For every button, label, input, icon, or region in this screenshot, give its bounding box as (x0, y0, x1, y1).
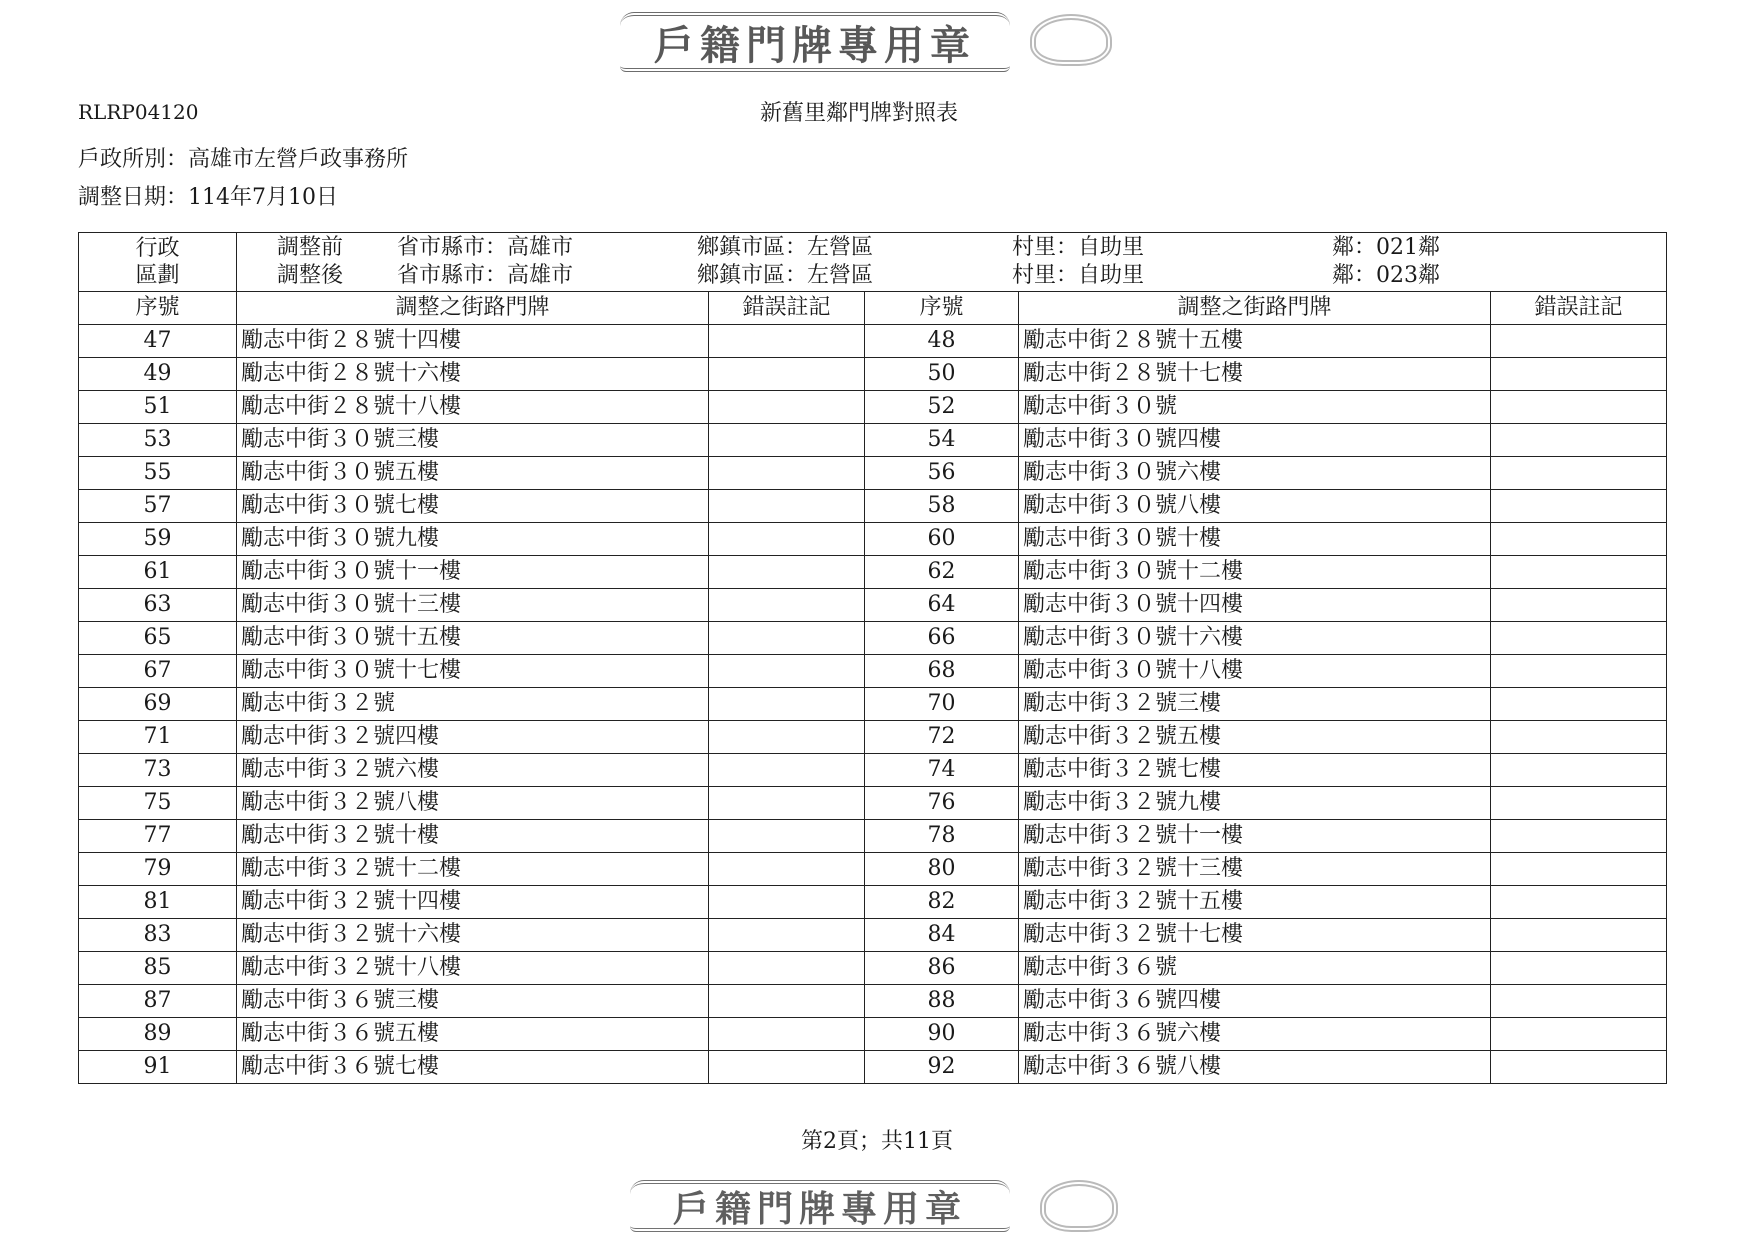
left-address-cell: 勵志中街３２號十六樓 (237, 919, 709, 952)
left-seq-cell: 63 (79, 589, 237, 622)
right-error-cell (1491, 952, 1667, 985)
table-row (79, 622, 1667, 655)
area-label-cell (79, 233, 237, 292)
table-row (79, 886, 1667, 919)
right-error-cell (1491, 820, 1667, 853)
right-error-cell (1491, 985, 1667, 1018)
right-error-cell (1491, 325, 1667, 358)
col-address-left: 調整之街路門牌 (237, 292, 709, 325)
right-seq-cell: 66 (865, 622, 1019, 655)
date-line: 調整日期：114年7月10日 (78, 185, 338, 210)
area-after-line (237, 262, 1666, 290)
right-seq-cell: 62 (865, 556, 1019, 589)
right-seq-cell: 90 (865, 1018, 1019, 1051)
left-address-cell: 勵志中街３０號三樓 (237, 424, 709, 457)
table-row (79, 721, 1667, 754)
left-address-cell: 勵志中街３０號七樓 (237, 490, 709, 523)
right-address-cell: 勵志中街２８號十五樓 (1019, 325, 1491, 358)
left-address-cell: 勵志中街３２號 (237, 688, 709, 721)
right-seq-cell: 50 (865, 358, 1019, 391)
table-row (79, 820, 1667, 853)
area-info-cell (237, 233, 1667, 292)
table-row (79, 391, 1667, 424)
left-error-cell (709, 688, 865, 721)
left-seq-cell: 57 (79, 490, 237, 523)
right-error-cell (1491, 1051, 1667, 1084)
right-address-cell: 勵志中街３２號十一樓 (1019, 820, 1491, 853)
right-error-cell (1491, 721, 1667, 754)
left-address-cell: 勵志中街３２號八樓 (237, 787, 709, 820)
right-address-cell: 勵志中街３０號六樓 (1019, 457, 1491, 490)
right-address-cell: 勵志中街３０號十二樓 (1019, 556, 1491, 589)
right-seq-cell: 52 (865, 391, 1019, 424)
right-address-cell: 勵志中街３０號四樓 (1019, 424, 1491, 457)
table-row (79, 457, 1667, 490)
left-seq-cell: 91 (79, 1051, 237, 1084)
table-row (79, 523, 1667, 556)
table-row (79, 589, 1667, 622)
left-seq-cell: 55 (79, 457, 237, 490)
right-seq-cell: 58 (865, 490, 1019, 523)
right-seq-cell: 70 (865, 688, 1019, 721)
left-address-cell: 勵志中街３０號十五樓 (237, 622, 709, 655)
right-error-cell (1491, 358, 1667, 391)
right-address-cell: 勵志中街３２號七樓 (1019, 754, 1491, 787)
table-row (79, 688, 1667, 721)
table-row (79, 358, 1667, 391)
right-address-cell: 勵志中街３０號八樓 (1019, 490, 1491, 523)
after-village: 村里：自助里 (1012, 263, 1145, 288)
left-address-cell: 勵志中街３０號十三樓 (237, 589, 709, 622)
left-error-cell (709, 424, 865, 457)
right-error-cell (1491, 1018, 1667, 1051)
right-seq-cell: 76 (865, 787, 1019, 820)
col-error-left: 錯誤註記 (709, 292, 865, 325)
table-row (79, 919, 1667, 952)
right-error-cell (1491, 919, 1667, 952)
right-address-cell: 勵志中街３０號 (1019, 391, 1491, 424)
right-seq-cell: 54 (865, 424, 1019, 457)
after-tag: 調整後 (277, 263, 344, 288)
left-error-cell (709, 523, 865, 556)
left-address-cell: 勵志中街３０號五樓 (237, 457, 709, 490)
right-seq-cell: 80 (865, 853, 1019, 886)
right-address-cell: 勵志中街３６號八樓 (1019, 1051, 1491, 1084)
top-stamp: 戶籍門牌專用章 (620, 12, 1010, 72)
left-seq-cell: 89 (79, 1018, 237, 1051)
left-address-cell: 勵志中街３２號十八樓 (237, 952, 709, 985)
left-error-cell (709, 886, 865, 919)
left-seq-cell: 83 (79, 919, 237, 952)
right-address-cell: 勵志中街２８號十七樓 (1019, 358, 1491, 391)
col-seq-left: 序號 (79, 292, 237, 325)
left-error-cell (709, 952, 865, 985)
right-seq-cell: 60 (865, 523, 1019, 556)
table-row (79, 754, 1667, 787)
before-neighborhood: 鄰：021鄰 (1332, 235, 1440, 260)
left-address-cell: 勵志中街３６號五樓 (237, 1018, 709, 1051)
left-error-cell (709, 655, 865, 688)
left-error-cell (709, 1051, 865, 1084)
before-district: 鄉鎮市區：左營區 (697, 235, 874, 260)
left-seq-cell: 61 (79, 556, 237, 589)
bottom-seal-icon (1040, 1180, 1118, 1232)
left-error-cell (709, 622, 865, 655)
left-seq-cell: 51 (79, 391, 237, 424)
office-line: 戶政所別：高雄市左營戶政事務所 (78, 147, 409, 172)
right-seq-cell: 84 (865, 919, 1019, 952)
right-address-cell: 勵志中街３２號十七樓 (1019, 919, 1491, 952)
left-error-cell (709, 787, 865, 820)
right-error-cell (1491, 688, 1667, 721)
right-error-cell (1491, 457, 1667, 490)
left-address-cell: 勵志中街３０號十七樓 (237, 655, 709, 688)
left-address-cell: 勵志中街３２號十二樓 (237, 853, 709, 886)
left-seq-cell: 65 (79, 622, 237, 655)
table-row (79, 490, 1667, 523)
table-row (79, 556, 1667, 589)
right-seq-cell: 64 (865, 589, 1019, 622)
area-header-row (79, 233, 1667, 292)
right-seq-cell: 92 (865, 1051, 1019, 1084)
right-address-cell: 勵志中街３６號四樓 (1019, 985, 1491, 1018)
left-address-cell: 勵志中街３２號十樓 (237, 820, 709, 853)
left-address-cell: 勵志中街２８號十四樓 (237, 325, 709, 358)
right-error-cell (1491, 655, 1667, 688)
left-seq-cell: 47 (79, 325, 237, 358)
table-row (79, 424, 1667, 457)
col-address-right: 調整之街路門牌 (1019, 292, 1491, 325)
right-seq-cell: 86 (865, 952, 1019, 985)
table-row (79, 853, 1667, 886)
left-address-cell: 勵志中街３０號九樓 (237, 523, 709, 556)
left-seq-cell: 59 (79, 523, 237, 556)
table-row (79, 1018, 1667, 1051)
left-error-cell (709, 1018, 865, 1051)
before-village: 村里：自助里 (1012, 235, 1145, 260)
right-address-cell: 勵志中街３０號十八樓 (1019, 655, 1491, 688)
right-error-cell (1491, 787, 1667, 820)
left-error-cell (709, 589, 865, 622)
right-seq-cell: 82 (865, 886, 1019, 919)
before-tag: 調整前 (277, 235, 344, 260)
after-neighborhood: 鄰：023鄰 (1332, 263, 1440, 288)
left-error-cell (709, 556, 865, 589)
table-row (79, 655, 1667, 688)
left-error-cell (709, 391, 865, 424)
left-error-cell (709, 358, 865, 391)
right-address-cell: 勵志中街３２號五樓 (1019, 721, 1491, 754)
right-seq-cell: 88 (865, 985, 1019, 1018)
left-address-cell: 勵志中街３０號十一樓 (237, 556, 709, 589)
left-seq-cell: 73 (79, 754, 237, 787)
right-error-cell (1491, 490, 1667, 523)
right-error-cell (1491, 424, 1667, 457)
left-seq-cell: 71 (79, 721, 237, 754)
right-address-cell: 勵志中街３６號六樓 (1019, 1018, 1491, 1051)
left-seq-cell: 75 (79, 787, 237, 820)
right-error-cell (1491, 556, 1667, 589)
right-seq-cell: 72 (865, 721, 1019, 754)
table-row (79, 952, 1667, 985)
left-address-cell: 勵志中街２８號十六樓 (237, 358, 709, 391)
left-error-cell (709, 490, 865, 523)
right-error-cell (1491, 523, 1667, 556)
table-row (79, 1051, 1667, 1084)
right-address-cell: 勵志中街３２號九樓 (1019, 787, 1491, 820)
report-code: RLRP04120 (78, 100, 199, 124)
right-seq-cell: 56 (865, 457, 1019, 490)
left-error-cell (709, 853, 865, 886)
report-title: 新舊里鄰門牌對照表 (760, 101, 959, 126)
column-header-row (79, 292, 1667, 325)
right-seq-cell: 68 (865, 655, 1019, 688)
after-city: 省市縣市：高雄市 (397, 263, 574, 288)
top-seal-icon (1030, 14, 1112, 66)
left-error-cell (709, 325, 865, 358)
page-footer: 第2頁；共11頁 (801, 1129, 953, 1154)
left-error-cell (709, 457, 865, 490)
left-seq-cell: 81 (79, 886, 237, 919)
table-row (79, 787, 1667, 820)
left-address-cell: 勵志中街２８號十八樓 (237, 391, 709, 424)
after-district: 鄉鎮市區：左營區 (697, 263, 874, 288)
col-error-right: 錯誤註記 (1491, 292, 1667, 325)
left-seq-cell: 67 (79, 655, 237, 688)
before-city: 省市縣市：高雄市 (397, 235, 574, 260)
right-error-cell (1491, 853, 1667, 886)
left-seq-cell: 77 (79, 820, 237, 853)
right-seq-cell: 74 (865, 754, 1019, 787)
left-error-cell (709, 820, 865, 853)
area-before-line (237, 234, 1666, 262)
left-address-cell: 勵志中街３２號十四樓 (237, 886, 709, 919)
left-seq-cell: 79 (79, 853, 237, 886)
left-error-cell (709, 721, 865, 754)
right-address-cell: 勵志中街３２號十五樓 (1019, 886, 1491, 919)
right-address-cell: 勵志中街３２號三樓 (1019, 688, 1491, 721)
table-row (79, 985, 1667, 1018)
area-label-bottom: 區劃 (135, 263, 180, 288)
right-seq-cell: 78 (865, 820, 1019, 853)
left-error-cell (709, 754, 865, 787)
right-address-cell: 勵志中街３０號十六樓 (1019, 622, 1491, 655)
right-error-cell (1491, 886, 1667, 919)
right-address-cell: 勵志中街３６號 (1019, 952, 1491, 985)
left-address-cell: 勵志中街３２號四樓 (237, 721, 709, 754)
bottom-stamp: 戶籍門牌專用章 (630, 1180, 1010, 1232)
right-error-cell (1491, 622, 1667, 655)
address-table (78, 232, 1667, 1084)
right-error-cell (1491, 754, 1667, 787)
right-address-cell: 勵志中街３０號十四樓 (1019, 589, 1491, 622)
left-address-cell: 勵志中街３６號三樓 (237, 985, 709, 1018)
right-address-cell: 勵志中街３２號十三樓 (1019, 853, 1491, 886)
left-address-cell: 勵志中街３２號六樓 (237, 754, 709, 787)
table-row (79, 325, 1667, 358)
right-seq-cell: 48 (865, 325, 1019, 358)
right-error-cell (1491, 589, 1667, 622)
left-address-cell: 勵志中街３６號七樓 (237, 1051, 709, 1084)
left-error-cell (709, 985, 865, 1018)
left-seq-cell: 53 (79, 424, 237, 457)
col-seq-right: 序號 (865, 292, 1019, 325)
left-seq-cell: 85 (79, 952, 237, 985)
left-seq-cell: 49 (79, 358, 237, 391)
right-address-cell: 勵志中街３０號十樓 (1019, 523, 1491, 556)
left-seq-cell: 69 (79, 688, 237, 721)
right-error-cell (1491, 391, 1667, 424)
left-error-cell (709, 919, 865, 952)
area-label-top: 行政 (135, 236, 180, 261)
left-seq-cell: 87 (79, 985, 237, 1018)
